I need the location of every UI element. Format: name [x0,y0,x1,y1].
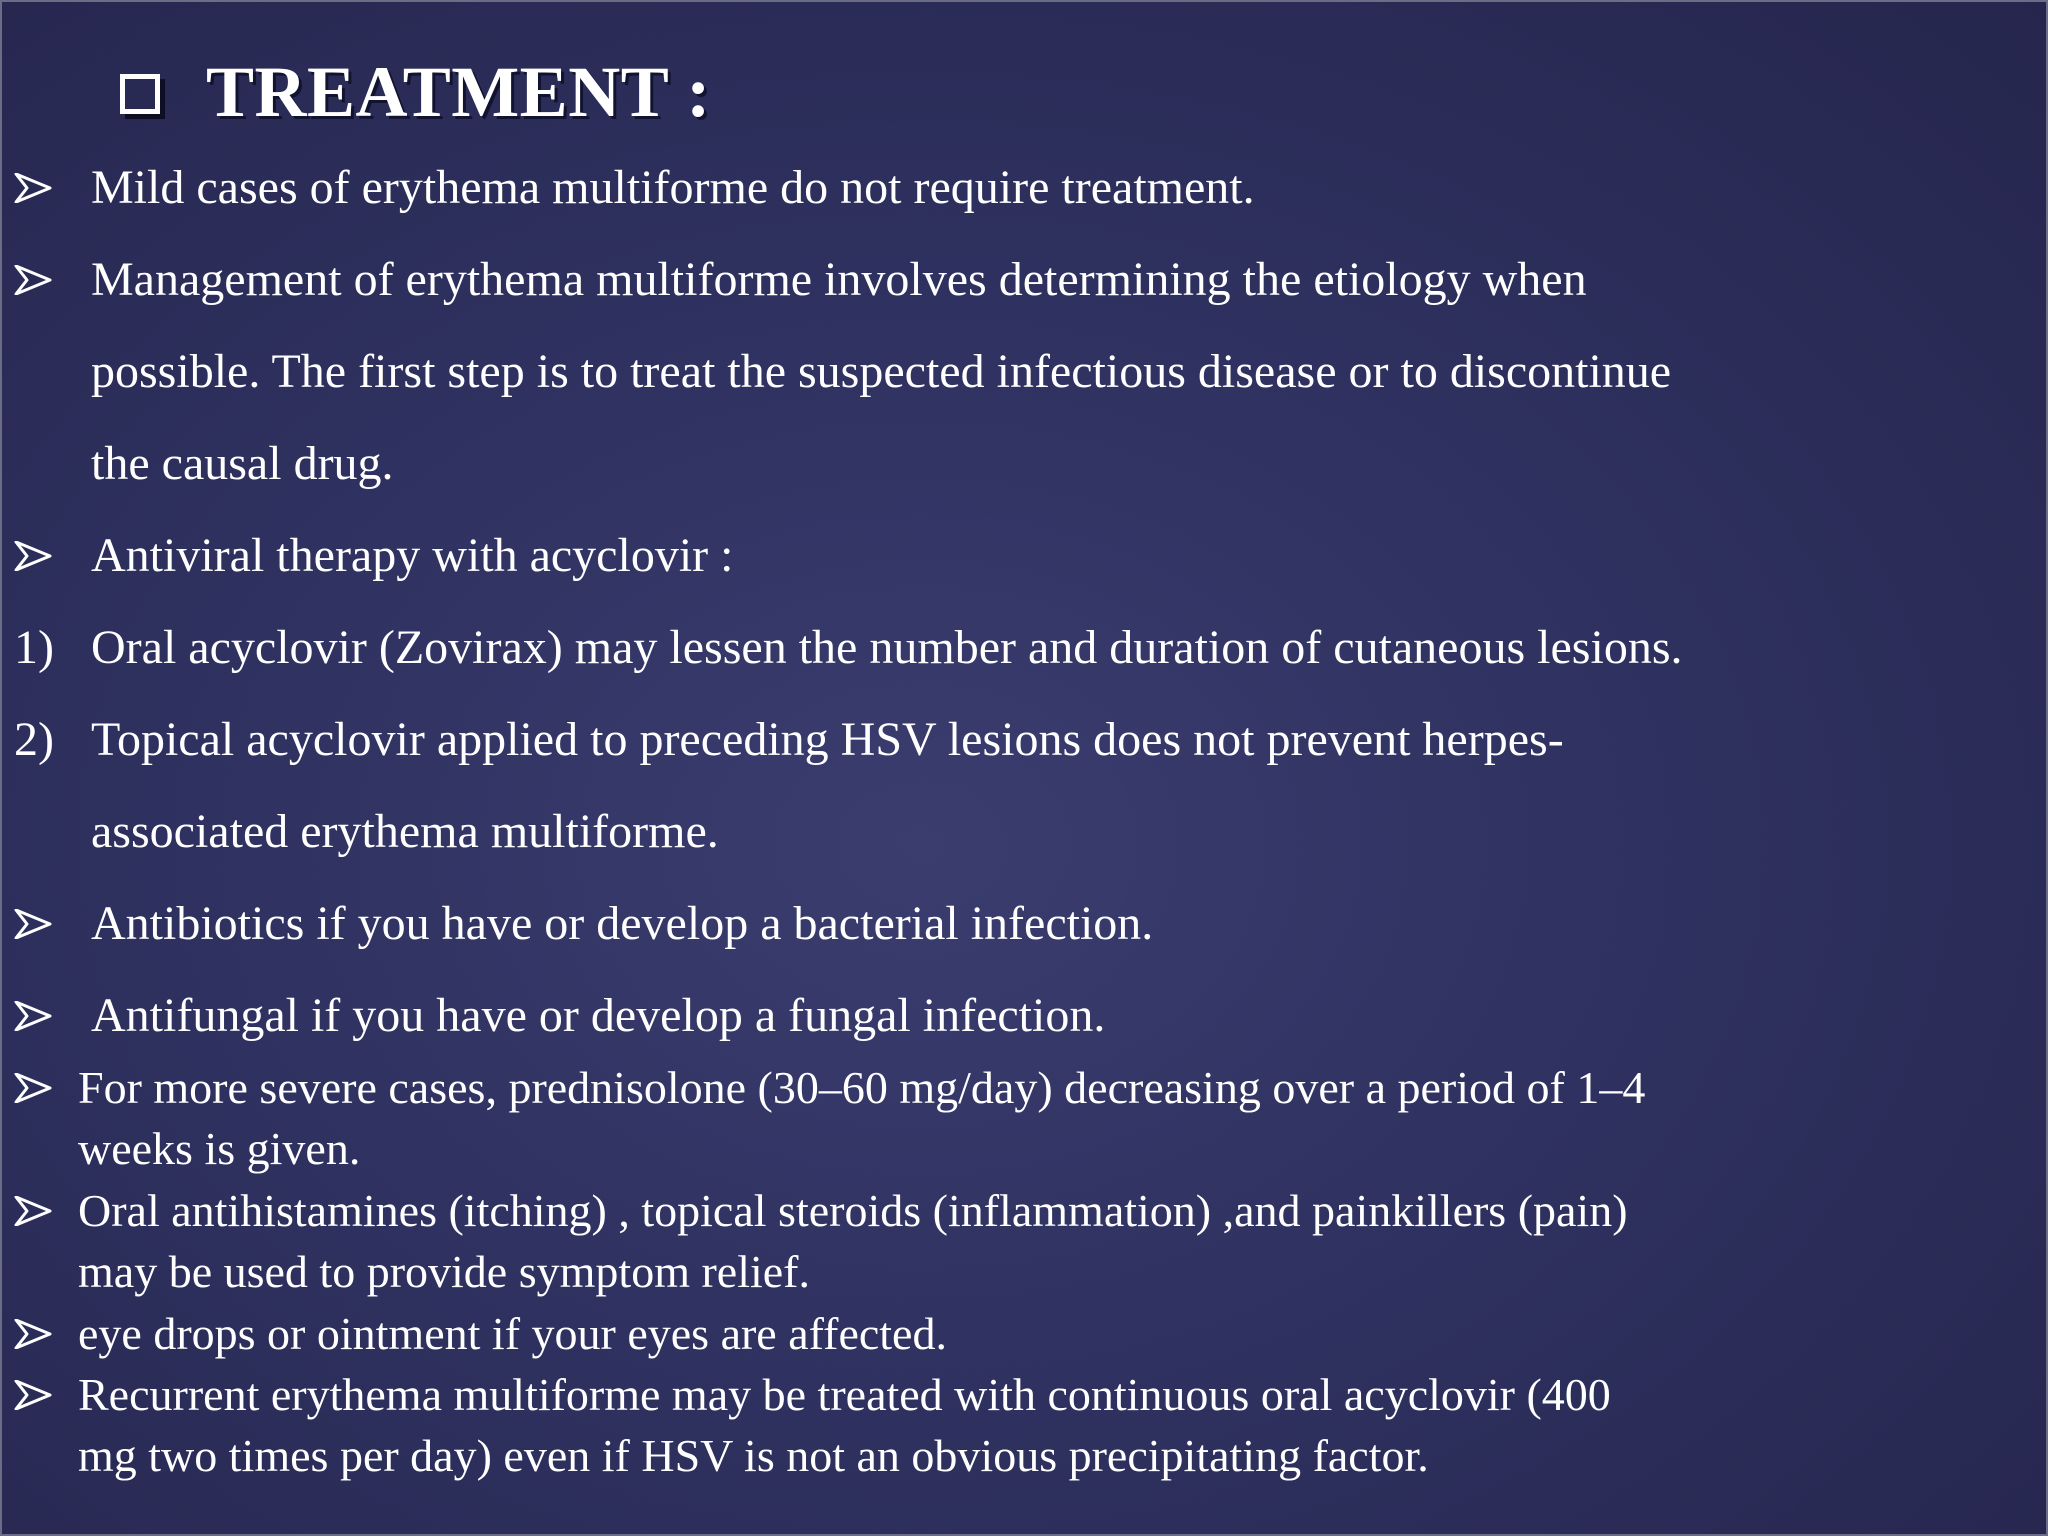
numbered-text: Oral acyclovir (Zovirax) may lessen the number and duration of cutaneous lesions. [91,621,1683,674]
bullet-text: mg two times per day) even if HSV is not an obvious precipitating factor. [78,1430,1429,1481]
title-text: TREATMENT : [206,51,711,132]
checkbox-square-icon [120,74,160,114]
bullet-text: may be used to provide symptom relief. [78,1246,811,1297]
bullet-text: eye drops or ointment if your eyes are affected. [78,1308,947,1359]
arrowhead-bullet-icon [14,173,52,203]
bullet-text: Recurrent erythema multiforme may be treated with continuous oral acyclovir (400 [78,1369,1611,1420]
arrowhead-bullet-icon [14,1001,52,1031]
bullet-text: possible. The first step is to treat the suspected infectious disease or to discontinue [91,345,1672,398]
numbered-text: associated erythema multiforme. [91,805,719,858]
bullet-text: Antibiotics if you have or develop a bacterial infection. [91,897,1154,950]
arrowhead-bullet-icon [14,1319,52,1349]
arrowhead-bullet-icon [14,1073,52,1103]
slide-title [120,52,711,132]
bullet-text: Antifungal if you have or develop a fungal infection. [91,989,1106,1042]
arrowhead-bullet-icon [14,265,52,295]
arrowhead-bullet-icon [14,541,52,571]
bullet-text: Oral antihistamines (itching) , topical steroids (inflammation) ,and painkillers (pain) [78,1185,1628,1236]
numbered-text: Topical acyclovir applied to preceding HSV lesions does not prevent herpes- [91,713,1564,766]
arrowhead-bullet-icon [14,1380,52,1410]
bullet-text: Mild cases of erythema multiforme do not require treatment. [91,161,1255,214]
bullet-text: Management of erythema multiforme involves determining the etiology when [91,253,1587,306]
item-number: 2) [14,713,54,766]
bullet-text: weeks is given. [78,1123,361,1174]
item-number: 1) [14,621,54,674]
bullet-text: Antiviral therapy with acyclovir : [91,529,734,582]
bullet-text: For more severe cases, prednisolone (30–60 mg/day) decreasing over a period of 1–4 [78,1062,1646,1113]
bullet-text: the causal drug. [91,437,394,490]
arrowhead-bullet-icon [14,1196,52,1226]
arrowhead-bullet-icon [14,909,52,939]
